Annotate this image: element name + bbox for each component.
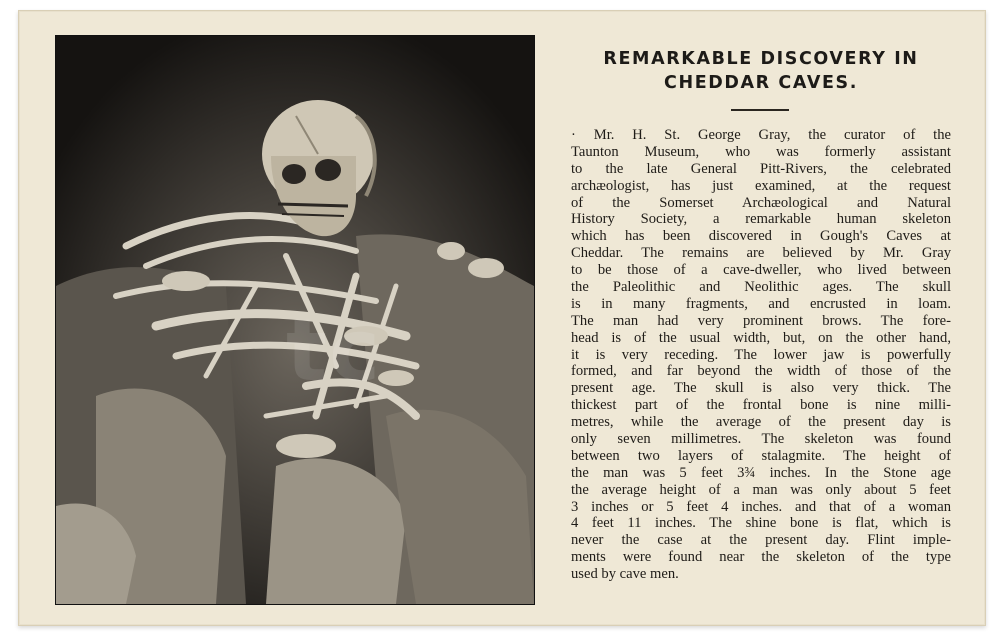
- body-line: present age. The skull is also very thick. The: [571, 380, 951, 397]
- body-line: only seven millimetres. The skeleton was found: [571, 431, 951, 448]
- body-line: thickest part of the frontal bone is nine milli-: [571, 397, 951, 414]
- body-line: the Paleolithic and Neolithic ages. The skull: [571, 279, 951, 296]
- body-line: formed, and far beyond the width of those of the: [571, 363, 951, 380]
- body-line: of the Somerset Archæological and Natural: [571, 194, 951, 211]
- title-line-2: CHEDDAR CAVES.: [664, 73, 858, 93]
- body-line: used by cave men.: [571, 566, 679, 583]
- article-title: [559, 47, 963, 95]
- body-line: Taunton Museum, who was formerly assistant: [571, 143, 951, 160]
- body-line: between two layers of stalagmite. The height of: [571, 447, 951, 464]
- body-line: 3 inches or 5 feet 4 inches. and that of a woman: [571, 498, 951, 515]
- postcard: [18, 10, 986, 626]
- body-line: the man was 5 feet 3¾ inches. In the Stone age: [571, 464, 951, 481]
- body-line: · Mr. H. St. George Gray, the curator of the: [571, 127, 951, 143]
- body-line: to be those of a cave-dweller, who lived between: [571, 262, 951, 279]
- body-line: which has been discovered in Gough's Caves at: [571, 228, 951, 245]
- body-line: 4 feet 11 inches. The shine bone is flat, which is: [571, 515, 951, 532]
- skeleton-photo-graphic: [56, 36, 534, 604]
- body-line: ments were found near the skeleton of the type: [571, 549, 951, 566]
- title-divider: [731, 109, 789, 111]
- body-line: archæologist, has just examined, at the request: [571, 177, 951, 194]
- body-line: never the case at the present day. Flint imple-: [571, 532, 951, 549]
- body-line: History Society, a remarkable human skeleton: [571, 211, 951, 228]
- body-line: metres, while the average of the present day is: [571, 414, 951, 431]
- body-line: to the late General Pitt-Rivers, the celebrated: [571, 160, 951, 177]
- skeleton-photo: [55, 35, 535, 605]
- body-line: head is of the usual width, but, on the other hand,: [571, 329, 951, 346]
- body-line: the average height of a man was only about 5 feet: [571, 481, 951, 498]
- article-body: [571, 127, 951, 583]
- title-line-1: REMARKABLE DISCOVERY IN: [603, 49, 919, 69]
- body-line: The man had very prominent brows. The fore-: [571, 312, 951, 329]
- body-line: is in many fragments, and encrusted in loam.: [571, 295, 951, 312]
- body-line: it is very receding. The lower jaw is powerfully: [571, 346, 951, 363]
- body-line: Cheddar. The remains are believed by Mr. Gray: [571, 245, 951, 262]
